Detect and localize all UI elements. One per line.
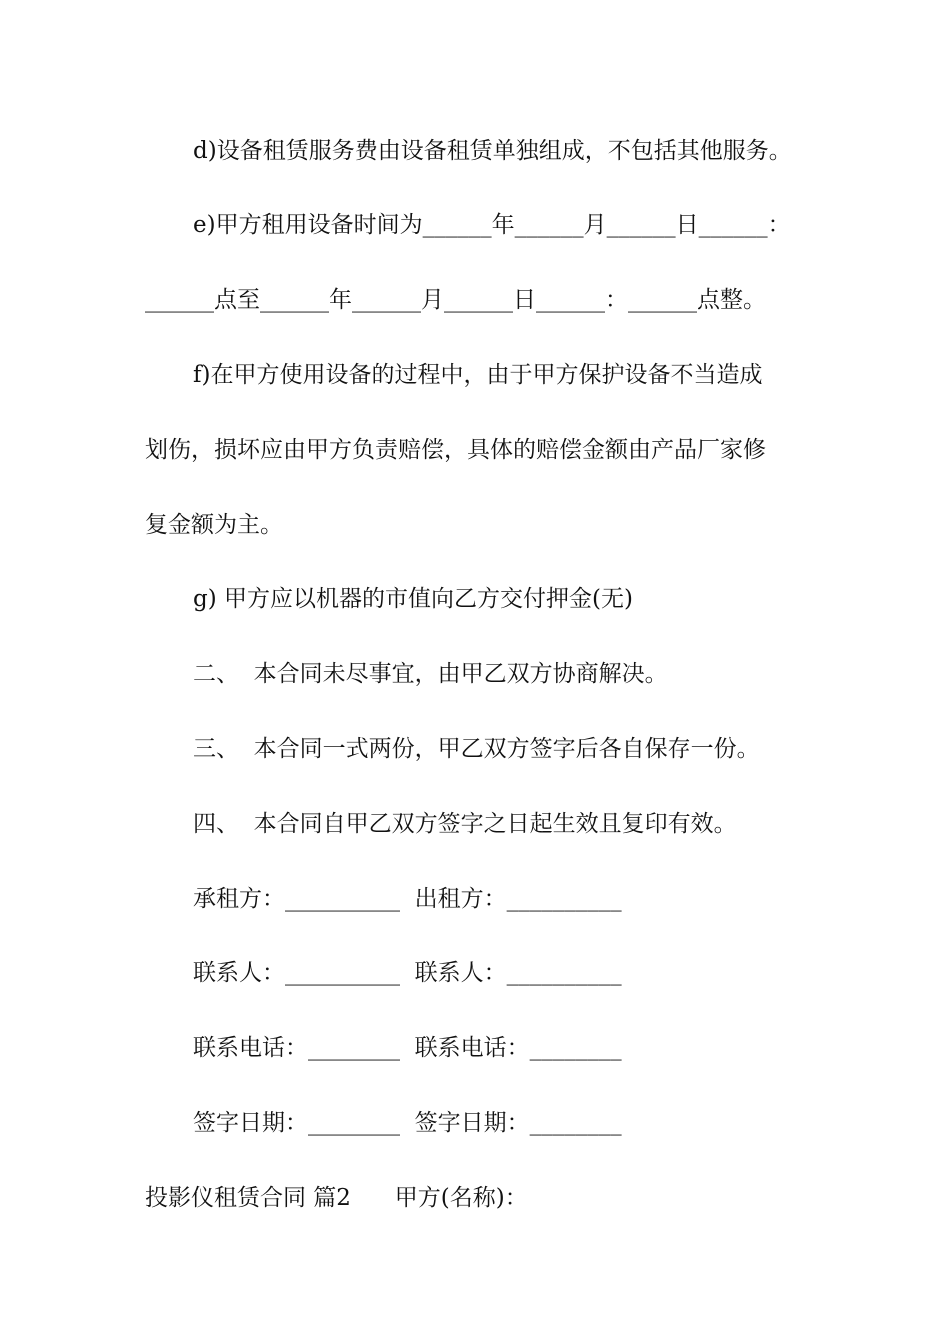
contract-2-heading: 投影仪租赁合同 篇2 甲方(名称)： — [145, 1185, 528, 1211]
clause-g: g) 甲方应以机器的市值向乙方交付押金(无) — [193, 586, 633, 612]
clause-e-line-1: e)甲方租用设备时间为______年______月______日______： — [193, 212, 791, 238]
clause-e-line-2: ______点至______年______月______日______：______点整。 — [145, 287, 766, 313]
article-two: 二、 本合同未尽事宜，由甲乙双方协商解决。 — [193, 661, 668, 687]
signature-contact-phone: 联系电话：________ 联系电话：________ — [193, 1035, 622, 1061]
signature-contact-person: 联系人：__________ 联系人：__________ — [193, 960, 622, 986]
clause-f-line-3: 复金额为主。 — [145, 512, 283, 538]
article-four: 四、 本合同自甲乙双方签字之日起生效且复印有效。 — [193, 811, 737, 837]
article-three: 三、 本合同一式两份，甲乙双方签字后各自保存一份。 — [193, 736, 760, 762]
signature-lessee-lessor: 承租方：__________ 出租方：__________ — [193, 886, 622, 912]
signature-date: 签字日期：________ 签字日期：________ — [193, 1110, 622, 1136]
clause-d: d)设备租赁服务费由设备租赁单独组成，不包括其他服务。 — [193, 138, 792, 164]
clause-f-line-1: f)在甲方使用设备的过程中，由于甲方保护设备不当造成 — [193, 362, 763, 388]
clause-f-line-2: 划伤，损坏应由甲方负责赔偿，具体的赔偿金额由产品厂家修 — [145, 437, 766, 463]
